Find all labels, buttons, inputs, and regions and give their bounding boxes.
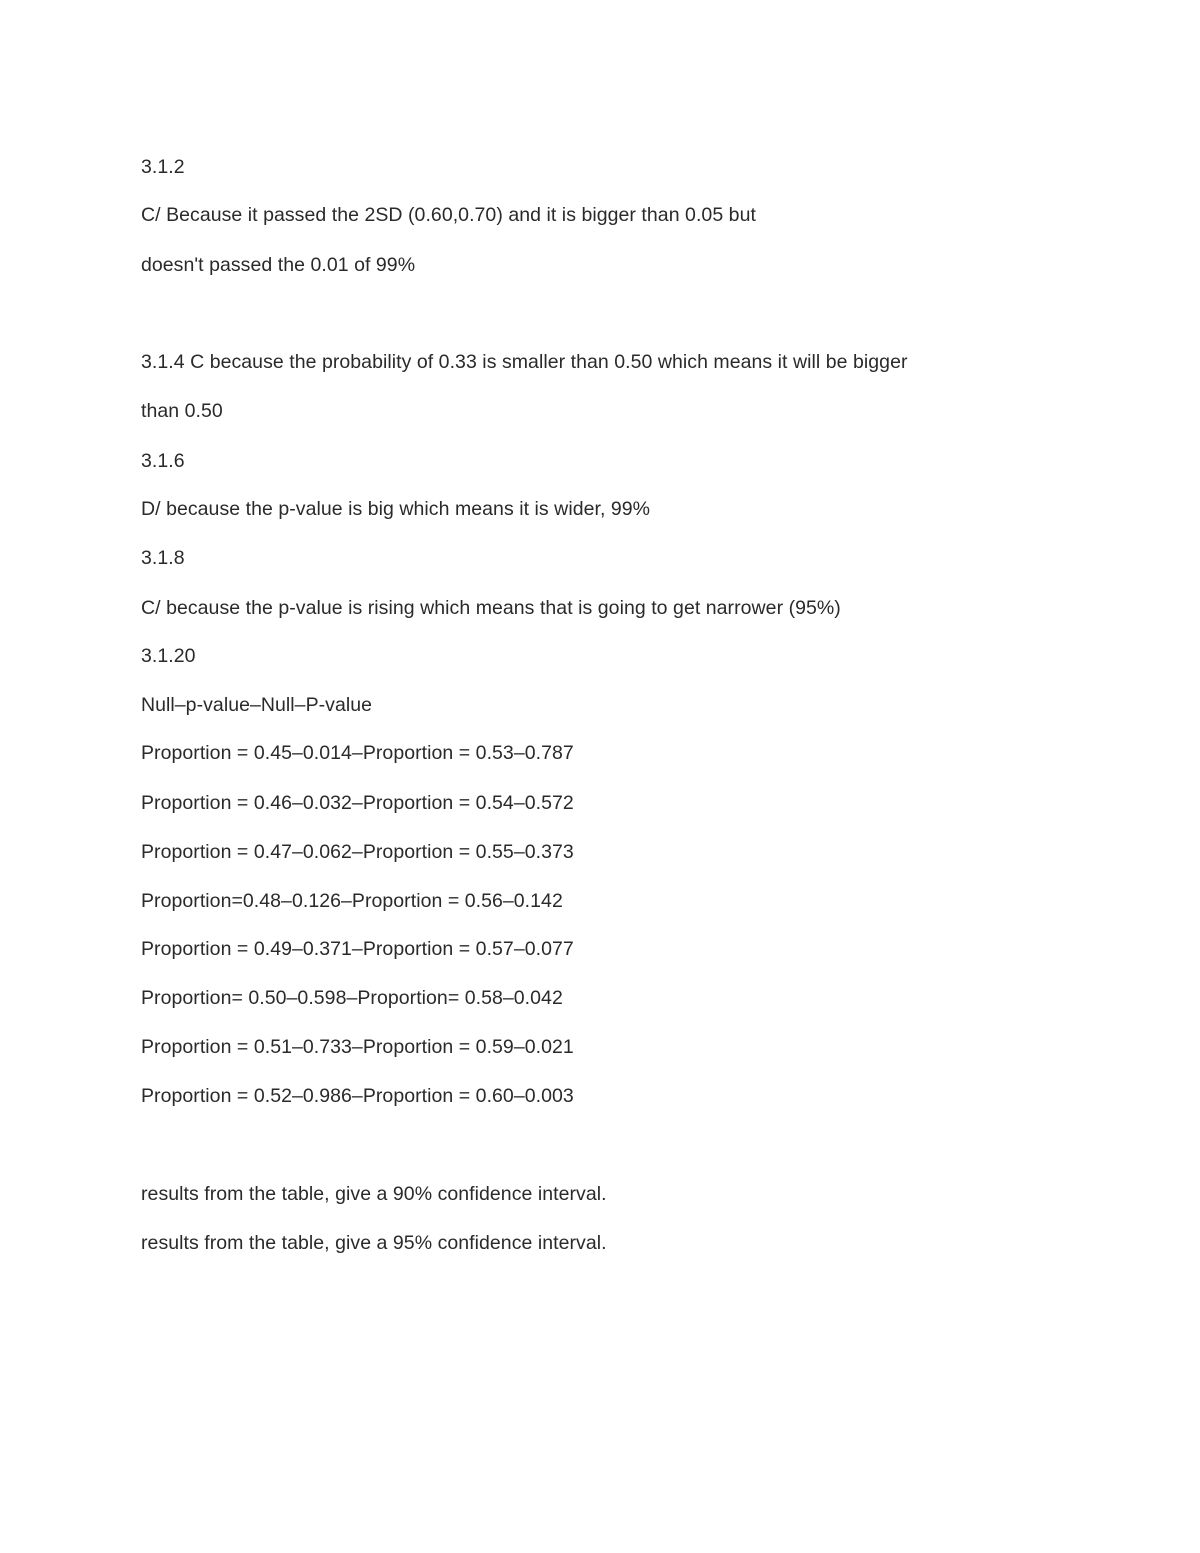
- answer-3-1-2-line-2: doesn't passed the 0.01 of 99%: [141, 254, 416, 276]
- answer-3-1-4-line-1: 3.1.4 C because the probability of 0.33 is smaller than 0.50 which means it will be bigger: [141, 351, 908, 373]
- table-row: Proportion = 0.46–0.032–Proportion = 0.54–0.572: [141, 792, 574, 814]
- answer-3-1-2-line-1: C/ Because it passed the 2SD (0.60,0.70) and it is bigger than 0.05 but: [141, 204, 756, 226]
- table-row: Proportion = 0.51–0.733–Proportion = 0.59–0.021: [141, 1036, 574, 1058]
- table-row: Proportion = 0.45–0.014–Proportion = 0.53–0.787: [141, 742, 574, 764]
- section-heading-3-1-8: 3.1.8: [141, 547, 185, 569]
- table-row: Proportion=0.48–0.126–Proportion = 0.56–0.142: [141, 890, 563, 912]
- table-row: Proportion= 0.50–0.598–Proportion= 0.58–0.042: [141, 987, 563, 1009]
- table-row: Proportion = 0.47–0.062–Proportion = 0.55–0.373: [141, 841, 574, 863]
- table-row: Proportion = 0.52–0.986–Proportion = 0.60–0.003: [141, 1085, 574, 1107]
- answer-3-1-6: D/ because the p-value is big which means it is wider, 99%: [141, 498, 651, 520]
- table-row: Proportion = 0.49–0.371–Proportion = 0.57–0.077: [141, 938, 574, 960]
- question-90-percent-interval: results from the table, give a 90% confidence interval.: [141, 1183, 607, 1205]
- answer-3-1-8: C/ because the p-value is rising which means that is going to get narrower (95%): [141, 597, 841, 619]
- section-heading-3-1-6: 3.1.6: [141, 450, 185, 472]
- section-heading-3-1-2: 3.1.2: [141, 156, 185, 178]
- section-heading-3-1-20: 3.1.20: [141, 645, 196, 667]
- table-header-row: Null–p-value–Null–P-value: [141, 694, 373, 716]
- answer-3-1-4-line-2: than 0.50: [141, 400, 223, 422]
- question-95-percent-interval: results from the table, give a 95% confidence interval.: [141, 1232, 607, 1254]
